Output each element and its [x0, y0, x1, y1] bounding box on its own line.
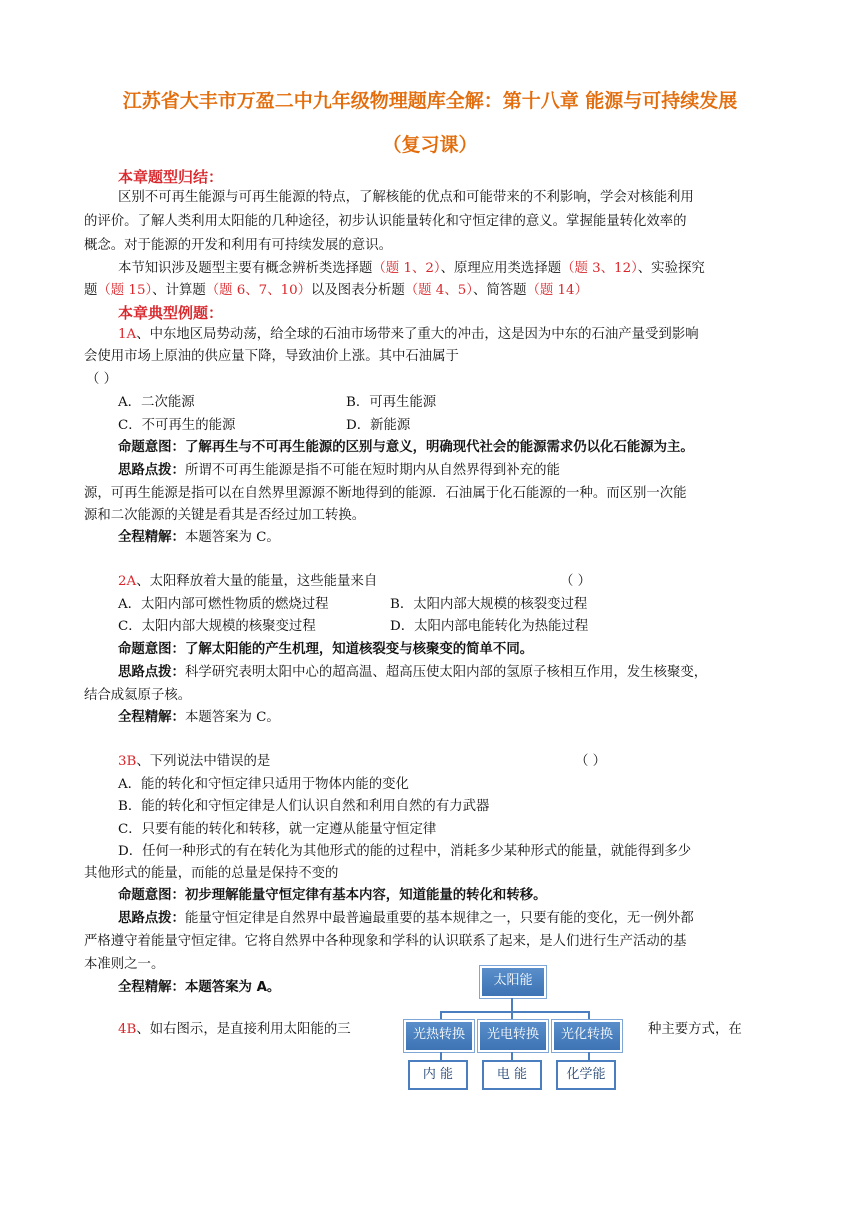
hint-text: 所谓不可再生能源是指不可能在短时期内从自然界得到补充的能	[184, 463, 560, 478]
option-c: C．只要有能的转化和转移，就一定遵从能量守恒定律	[118, 822, 437, 837]
answer-paren: （ ）	[575, 754, 607, 769]
hint-line	[118, 663, 707, 683]
connector	[440, 1011, 442, 1019]
question-types-line	[84, 281, 588, 301]
document-subtitle: （复习课）	[382, 134, 478, 156]
question-types-line	[118, 259, 705, 279]
option-d-cont: 其他形式的能量，而能的总量是保持不变的	[84, 866, 339, 881]
answer-line	[118, 978, 280, 998]
question-4-stem-right: 种主要方式，在	[648, 1022, 742, 1037]
hint-label: 思路点拨：	[118, 665, 185, 680]
option-b: B．可再生能源	[346, 395, 437, 410]
diagram-mid-node: 光化转换	[552, 1020, 622, 1052]
hint-line	[118, 909, 694, 929]
option-d: D．新能源	[346, 418, 411, 433]
diagram-mid-node: 光热转换	[404, 1020, 474, 1052]
question-ref: （题 3、12）	[561, 261, 638, 276]
question-ref: （题 14）	[526, 283, 588, 298]
answer-text: 本题答案为 C。	[184, 710, 280, 725]
answer-label: 全程精解：	[118, 980, 185, 995]
intent-line	[118, 438, 694, 458]
question-2-stem	[118, 572, 377, 592]
hint-line: 本准则之一。	[84, 957, 165, 972]
option-c: C．不可再生的能源	[118, 418, 236, 433]
hint-line: 源，可再生能源是指可以在自然界里源源不断地得到的能源．石油属于化石能源的一种。而区别一次能	[84, 486, 687, 501]
hint-text: 能量守恒定律是自然界中最普遍最重要的基本规律之一，只要有能的变化，无一例外都	[184, 911, 694, 926]
question-number: 4B	[118, 1022, 137, 1037]
option-d: D．任何一种形式的有在转化为其他形式的能的过程中，消耗多少某种形式的能量，就能得到多少	[118, 844, 692, 859]
question-ref: （题 6、7、10）	[205, 283, 312, 298]
answer-text: 本题答案为 A。	[184, 980, 281, 995]
answer-paren: （ ）	[560, 574, 592, 589]
answer-label: 全程精解：	[118, 710, 185, 725]
hint-label: 思路点拨：	[118, 911, 185, 926]
question-number: 2A	[118, 574, 137, 589]
connector	[588, 1011, 590, 1019]
question-number: 3B	[118, 754, 137, 769]
hint-text: 科学研究表明太阳中心的超高温、超高压使太阳内部的氢原子核相互作用，发生核聚变，	[184, 665, 708, 680]
intent-label: 命题意图：	[118, 642, 185, 657]
solar-energy-diagram	[400, 962, 630, 1092]
question-text: 、如右图示，是直接利用太阳能的三	[136, 1022, 351, 1037]
option-b: B．太阳内部大规模的核裂变过程	[390, 597, 588, 612]
question-types-text: 本节知识涉及题型主要有概念辨析类选择题	[118, 261, 373, 276]
connector	[511, 1011, 513, 1019]
document-title: 江苏省大丰市万盈二中九年级物理题库全解：第十八章 能源与可持续发展	[122, 90, 738, 112]
summary-text-line: 概念。对于能源的开发和利用有可持续发展的意识。	[84, 238, 392, 253]
question-number: 1A	[118, 327, 137, 342]
examples-heading: 本章典型例题：	[118, 304, 224, 322]
intent-label: 命题意图：	[118, 888, 185, 903]
question-types-text: 题	[84, 283, 98, 298]
question-text: 、中东地区局势动荡，给全球的石油市场带来了重大的冲击，这是因为中东的石油产量受到影响	[136, 327, 699, 342]
question-ref: （题 4、5）	[404, 283, 473, 298]
intent-text: 初步理解能量守恒定律有基本内容，知道能量的转化和转移。	[184, 888, 547, 903]
connector	[440, 1011, 590, 1013]
summary-heading: 本章题型归结：	[118, 168, 224, 186]
option-c: C．太阳内部大规模的核聚变过程	[118, 619, 316, 634]
hint-line: 结合成氦原子核。	[84, 688, 192, 703]
diagram-leaf-node: 电 能	[482, 1060, 542, 1090]
option-a: A．能的转化和守恒定律只适用于物体内能的变化	[118, 777, 409, 792]
hint-line: 源和二次能源的关键是看其是否经过加工转换。	[84, 508, 366, 523]
intent-line	[118, 886, 547, 906]
option-b: B．能的转化和守恒定律是人们认识自然和利用自然的有力武器	[118, 799, 490, 814]
answer-line	[118, 708, 280, 728]
connector	[511, 998, 513, 1012]
hint-line: 严格遵守着能量守恒定律。它将自然界中各种现象和学科的认识联系了起来，是人们进行生产活动的基	[84, 934, 687, 949]
question-types-text: 、原理应用类选择题	[440, 261, 562, 276]
option-a: A．二次能源	[118, 395, 195, 410]
question-1-stem	[118, 325, 699, 345]
intent-text: 了解再生与不可再生能源的区别与意义，明确现代社会的能源需求仍以化石能源为主。	[184, 440, 694, 455]
summary-text-line: 区别不可再生能源与可再生能源的特点，了解核能的优点和可能带来的不利影响，学会对核能利用	[118, 190, 694, 205]
question-text: 、下列说法中错误的是	[136, 754, 271, 769]
question-4-stem	[118, 1020, 351, 1040]
question-3-stem	[118, 752, 270, 772]
diagram-leaf-node: 内 能	[408, 1060, 468, 1090]
question-types-text: 、计算题	[152, 283, 206, 298]
answer-paren: （ ）	[86, 372, 118, 387]
diagram-mid-node: 光电转换	[478, 1020, 548, 1052]
answer-line	[118, 528, 280, 548]
option-d: D．太阳内部电能转化为热能过程	[390, 619, 589, 634]
intent-label: 命题意图：	[118, 440, 185, 455]
question-1-stem-cont: 会使用市场上原油的供应量下降，导致油价上涨。其中石油属于	[84, 349, 459, 364]
question-types-text: 、简答题	[472, 283, 527, 298]
option-a: A．太阳内部可燃性物质的燃烧过程	[118, 597, 329, 612]
hint-label: 思路点拨：	[118, 463, 185, 478]
intent-line	[118, 640, 533, 660]
answer-label: 全程精解：	[118, 530, 185, 545]
diagram-leaf-node: 化学能	[556, 1060, 616, 1090]
question-types-text: 、实验探究	[637, 261, 705, 276]
question-text: 、太阳释放着大量的能量，这些能量来自	[136, 574, 378, 589]
answer-text: 本题答案为 C。	[184, 530, 280, 545]
question-types-text: 以及图表分析题	[311, 283, 405, 298]
question-ref: （题 1、2）	[372, 261, 441, 276]
summary-text-line: 的评价。了解人类利用太阳能的几种途径，初步认识能量转化和守恒定律的意义。掌握能量转化效率的	[84, 214, 687, 229]
diagram-root-node: 太阳能	[480, 966, 546, 998]
question-ref: （题 15）	[97, 283, 153, 298]
hint-line	[118, 461, 560, 481]
intent-text: 了解太阳能的产生机理，知道核裂变与核聚变的简单不同。	[184, 642, 534, 657]
